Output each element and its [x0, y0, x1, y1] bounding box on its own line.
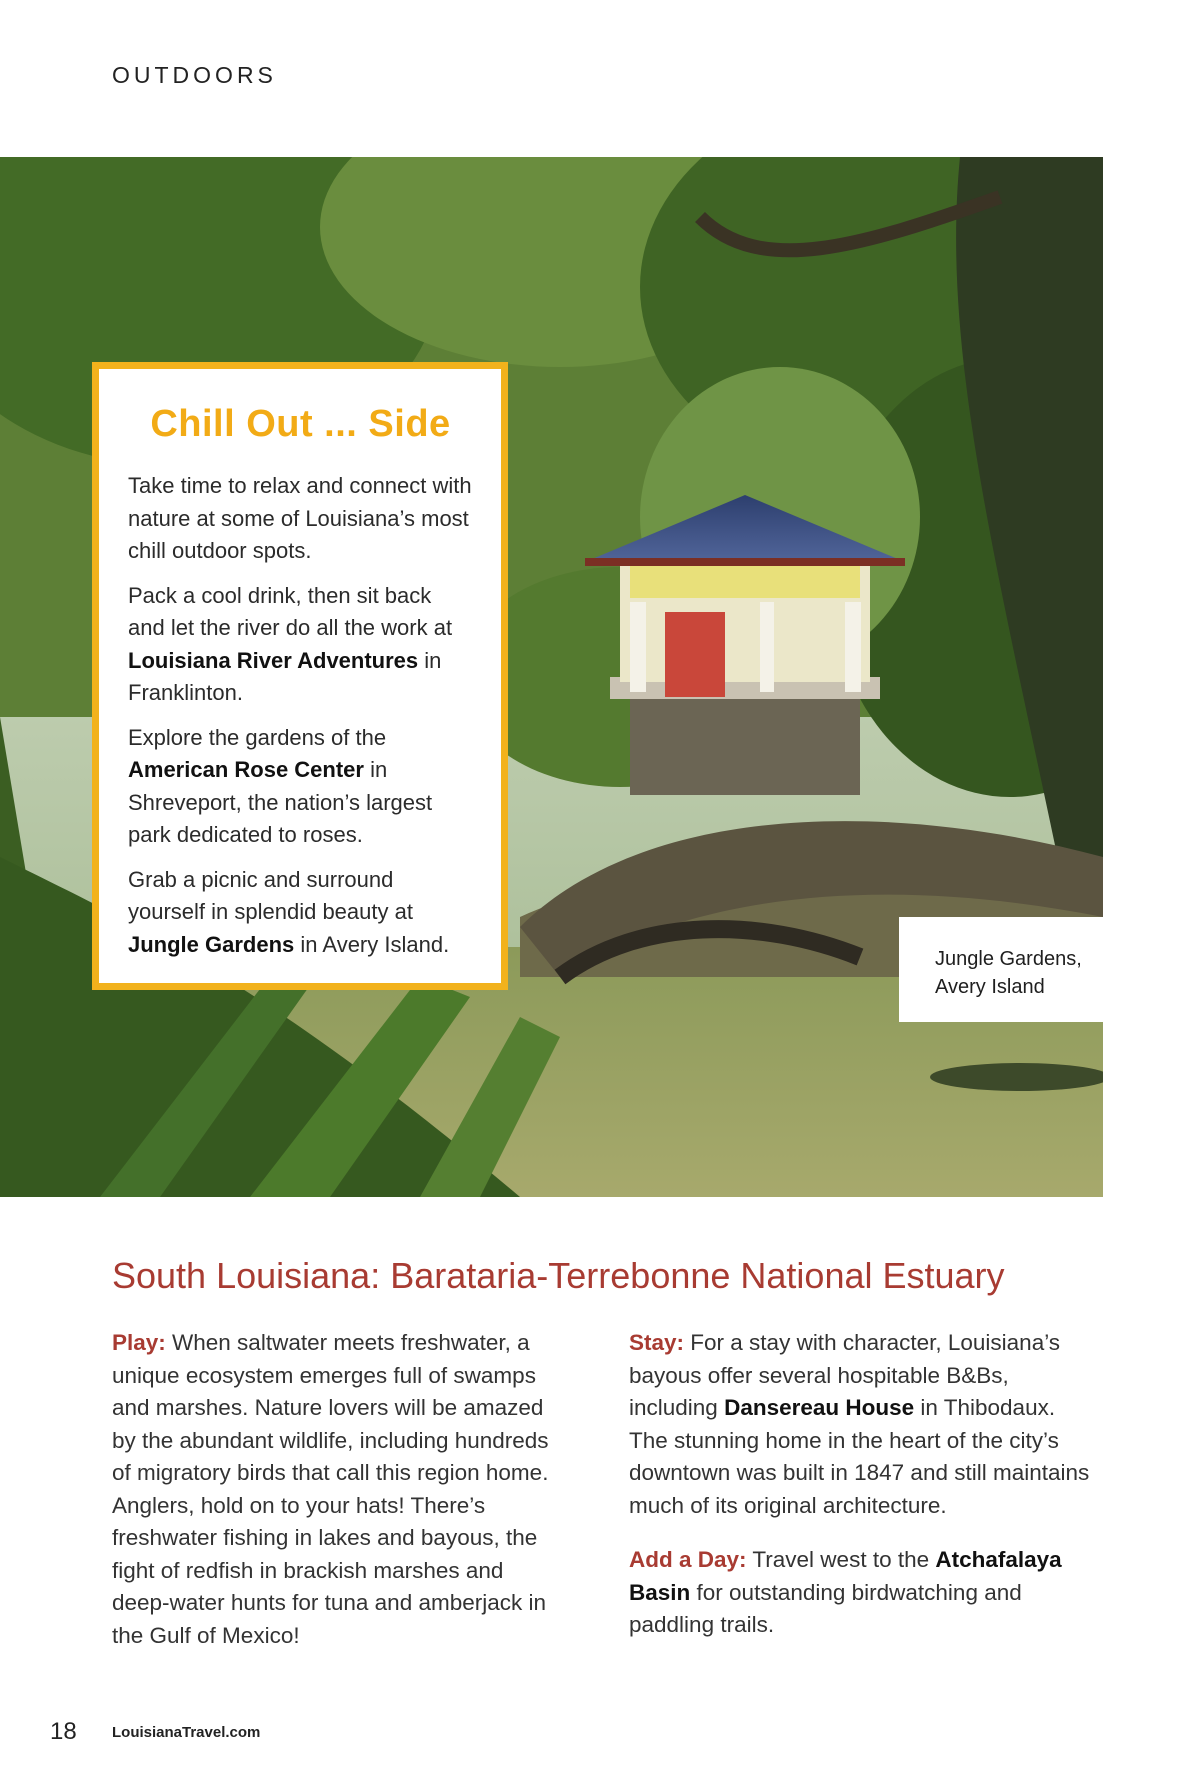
text: for outstanding birdwatching and paddling trails. — [629, 1579, 1022, 1637]
sidebar-box — [92, 362, 508, 990]
add-a-day-label: Add a Day: — [629, 1547, 747, 1572]
place-name: Dansereau House — [724, 1395, 915, 1420]
add-a-day-paragraph — [629, 1544, 1099, 1642]
text: in Thibodaux. The stunning home in the heart of the city’s downtown was built in 1847 and still maintains much of its original architecture. — [629, 1395, 1090, 1518]
sidebar-intro: Take time to relax and connect with nature at some of Louisiana’s most chill outdoor spots. — [128, 473, 472, 563]
text: Pack a cool drink, then sit back and let the river do all the work at — [128, 582, 453, 640]
page-number: 18 — [50, 1718, 77, 1745]
place-name: American Rose Center — [128, 757, 364, 782]
play-label: Play: — [112, 1330, 166, 1355]
sidebar-item-river-adventures — [128, 580, 473, 710]
text: in Shreveport, the nation’s largest park dedicated to roses. — [128, 757, 433, 847]
article-column-right — [629, 1327, 1099, 1664]
title-region: South Louisiana: — [112, 1255, 391, 1296]
text: For a stay with character, Louisiana’s bayous offer several hospitable B&Bs, including — [629, 1330, 1061, 1420]
text: When saltwater meets freshwater, a unique ecosystem emerges full of swamps and marshes. Nature lovers will be amazed by the abundant wildlife, including hundreds of migratory birds that call this region home. Anglers, hold on to your hats! There’s freshwater fishing in lakes and bayous, the fight of redfish in brackish marshes and deep-water hunts for tuna and amberjack in the Gulf of Mexico! — [112, 1330, 549, 1648]
website-url[interactable]: LouisianaTravel.com — [112, 1724, 261, 1741]
text: Grab a picnic and surround yourself in splendid beauty at — [128, 866, 413, 924]
text: Explore the gardens of the — [128, 724, 387, 750]
photo-caption — [899, 917, 1103, 1022]
article-column-left — [112, 1327, 562, 1674]
place-name: Atchafalaya Basin — [629, 1547, 1062, 1605]
section-label: OUTDOORS — [112, 62, 277, 88]
place-name: Louisiana River Adventures — [128, 647, 419, 673]
place-name: Jungle Gardens — [128, 931, 295, 957]
play-paragraph — [112, 1327, 562, 1652]
caption-line: Avery Island — [935, 976, 1045, 998]
caption-line: Jungle Gardens, — [935, 948, 1082, 970]
stay-label: Stay: — [629, 1330, 685, 1355]
article-title — [112, 1255, 1005, 1297]
text: in Franklinton. — [128, 647, 442, 705]
sidebar-title: Chill Out ... Side — [150, 403, 451, 445]
title-place: Barataria-Terrebonne National Estuary — [390, 1255, 1005, 1296]
sidebar-item-rose-center — [128, 722, 473, 852]
stay-paragraph — [629, 1327, 1099, 1522]
text: in Avery Island. — [294, 931, 450, 957]
text: Travel west to the — [746, 1547, 936, 1572]
sidebar-item-jungle-gardens — [128, 864, 473, 962]
